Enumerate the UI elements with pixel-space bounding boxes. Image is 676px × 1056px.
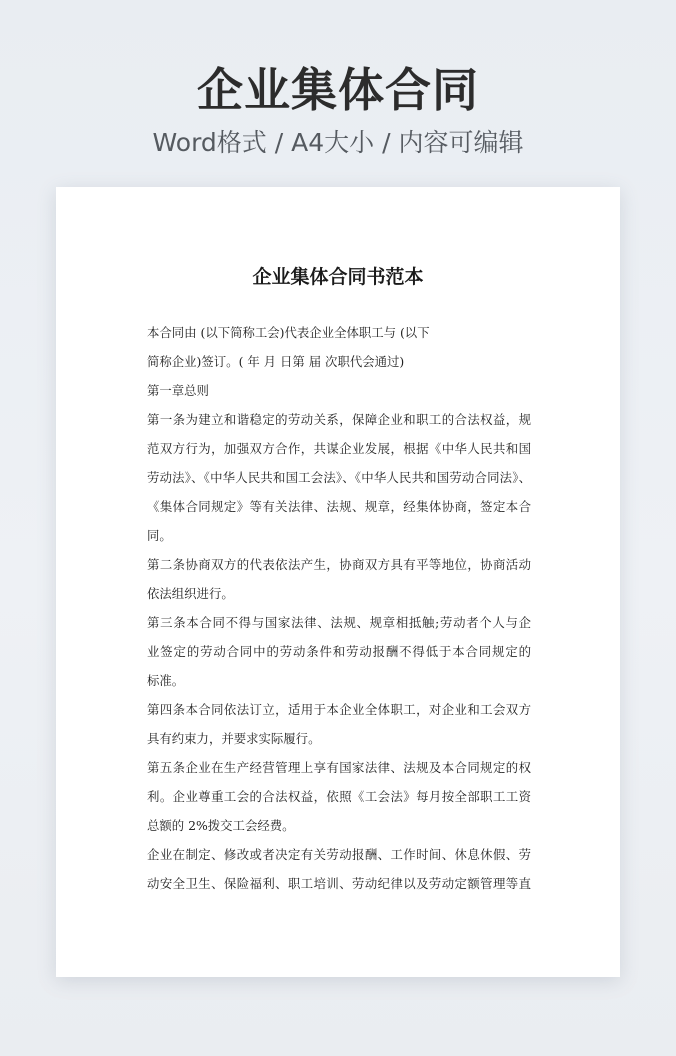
page-subtitle: Word格式 / A4大小 / 内容可编辑	[152, 128, 524, 157]
document-body	[147, 318, 531, 898]
document-line: 利。企业尊重工会的合法权益，依照《工会法》每月按全部职工工资	[147, 789, 531, 804]
document-line: 第五条企业在生产经营管理上享有国家法律、法规及本合同规定的权	[147, 760, 531, 775]
document-line: 第三条本合同不得与国家法律、法规、规章相抵触;劳动者个人与企	[147, 615, 531, 630]
page-title: 企业集体合同	[197, 63, 479, 117]
document-line: 总额的 2%拨交工会经费。	[147, 818, 295, 833]
document-line: 第一条为建立和谐稳定的劳动关系，保障企业和职工的合法权益，规	[147, 412, 531, 427]
document-line: 具有约束力，并要求实际履行。	[147, 731, 321, 746]
page-header	[0, 58, 676, 160]
document-line: 第四条本合同依法订立，适用于本企业全体职工，对企业和工会双方	[147, 702, 531, 717]
document-line: 第一章总则	[147, 383, 209, 398]
document-line: 企业在制定、修改或者决定有关劳动报酬、工作时间、休息休假、劳	[147, 847, 531, 862]
document-line: 范双方行为，加强双方合作，共谋企业发展，根据《中华人民共和国	[147, 441, 531, 456]
document-line: 劳动法》、《中华人民共和国工会法》、《中华人民共和国劳动合同法》、	[147, 470, 531, 485]
document-title: 企业集体合同书范本	[252, 266, 424, 288]
document-line: 本合同由 (以下简称工会)代表企业全体职工与 (以下	[147, 325, 430, 340]
document-line: 动安全卫生、保险福利、职工培训、劳动纪律以及劳动定额管理等直	[147, 876, 531, 891]
document-line: 依法组织进行。	[147, 586, 234, 601]
document-line: 标准。	[147, 673, 185, 688]
document-line: 简称企业)签订。( 年 月 日第 届 次职代会通过)	[147, 354, 405, 369]
document-line: 第二条协商双方的代表依法产生，协商双方具有平等地位，协商活动	[147, 557, 531, 572]
document-line: 同。	[147, 528, 172, 543]
document-line: 《集体合同规定》等有关法律、法规、规章，经集体协商，签定本合	[147, 499, 531, 514]
document-line: 业签定的劳动合同中的劳动条件和劳动报酬不得低于本合同规定的	[147, 644, 531, 659]
